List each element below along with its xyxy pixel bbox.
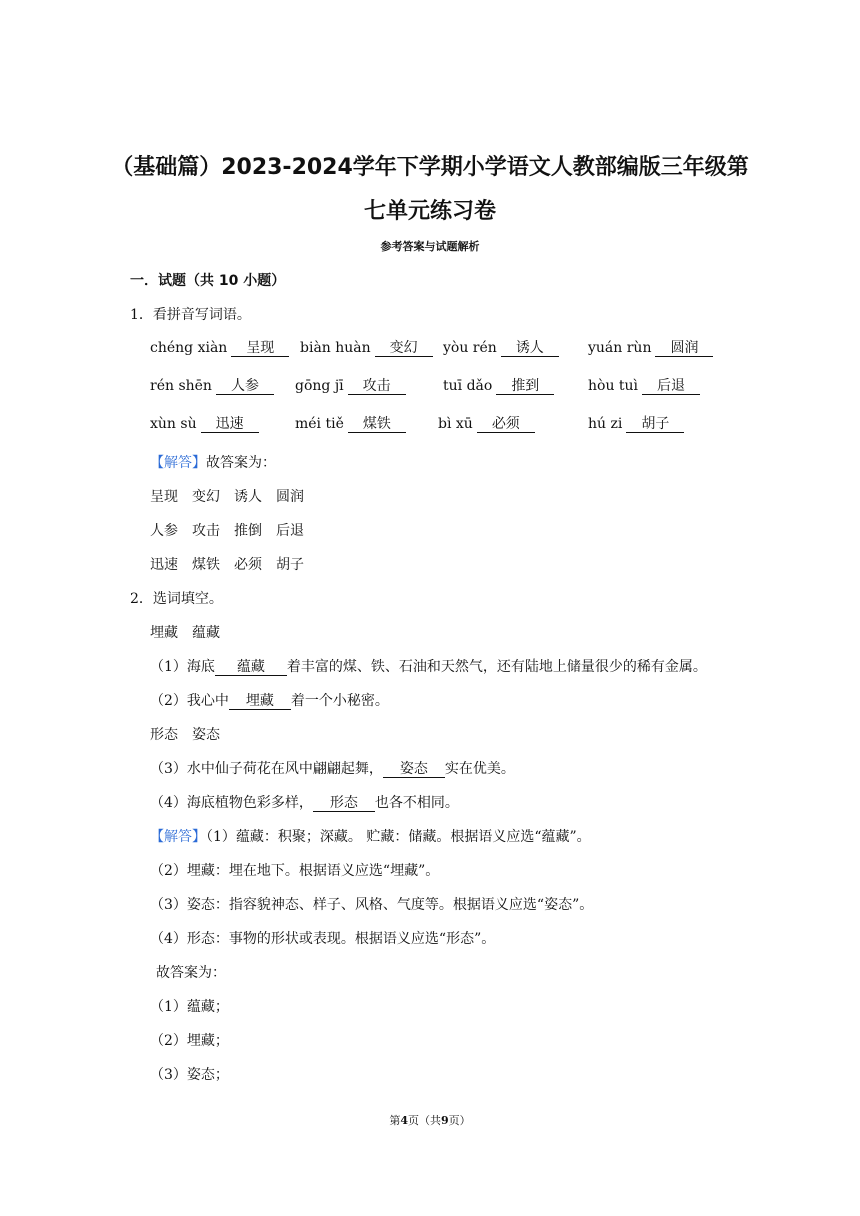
pinyin-item: hòu tuì 后退 bbox=[588, 378, 700, 395]
page-footer bbox=[0, 1112, 860, 1128]
question-1-stem: 1．看拼音写词语。 bbox=[130, 307, 251, 323]
answer-blank: 蕴藏 bbox=[215, 659, 287, 676]
pinyin-item: hú zi 胡子 bbox=[588, 416, 684, 433]
answer-blank: 迅速 bbox=[201, 416, 259, 433]
q1-answer-line-1: 呈现 变幻 诱人 圆润 bbox=[150, 489, 304, 505]
answer-blank: 形态 bbox=[313, 795, 375, 812]
q2-final-label: 故答案为： bbox=[156, 965, 226, 981]
answer-blank: 圆润 bbox=[655, 340, 713, 357]
pinyin-row-3 bbox=[150, 416, 684, 433]
q2-solution-2: （2）埋藏：埋在地下。根据语义应选“埋藏”。 bbox=[150, 863, 440, 879]
sentence-text: （4）海底植物色彩多样， bbox=[150, 795, 313, 811]
q1-answer-line-3: 迅速 煤铁 必须 胡子 bbox=[150, 557, 304, 573]
pinyin-item: gōng jī 攻击 bbox=[295, 378, 443, 395]
sentence-text: 也各不相同。 bbox=[374, 795, 459, 811]
pinyin-item: xùn sù 迅速 bbox=[150, 416, 295, 433]
q2-sentence-3 bbox=[150, 758, 515, 778]
pinyin-row-1 bbox=[150, 340, 713, 357]
answer-blank: 胡子 bbox=[626, 416, 684, 433]
page-subtitle: 参考答案与试题解析 bbox=[380, 240, 480, 253]
pinyin-row-2 bbox=[150, 378, 700, 395]
answer-blank: 煤铁 bbox=[348, 416, 406, 433]
answer-blank: 呈现 bbox=[231, 340, 289, 357]
q2-sentence-4 bbox=[150, 792, 459, 812]
sentence-text: （1）海底 bbox=[150, 659, 215, 675]
q2-final-2: （2）埋藏； bbox=[150, 1033, 229, 1049]
q2-solution-4: （4）形态：事物的形状或表现。根据语义应选“形态”。 bbox=[150, 931, 496, 947]
sentence-text: 着一个小秘密。 bbox=[290, 693, 389, 709]
q2-sentence-1 bbox=[150, 656, 707, 676]
page-title-line2: 七单元练习卷 bbox=[363, 199, 496, 224]
pinyin-item: biàn huàn 变幻 bbox=[300, 340, 443, 357]
solution-tag: 【解答】 bbox=[150, 455, 206, 471]
section-heading: 一．试题（共 10 小题） bbox=[130, 273, 286, 289]
q2-sentence-2 bbox=[150, 690, 389, 710]
word-group-1: 埋藏 蕴藏 bbox=[150, 625, 220, 641]
pinyin-item: bì xū 必须 bbox=[438, 416, 588, 433]
sentence-text: 着丰富的煤、铁、石油和天然气，还有陆地上储量很少的稀有金属。 bbox=[286, 659, 707, 675]
answer-blank: 姿态 bbox=[383, 761, 445, 778]
page-title-line1: （基础篇）2023-2024学年下学期小学语文人教部编版三年级第 bbox=[111, 155, 749, 180]
footer-text: 第 bbox=[389, 1114, 401, 1127]
answer-blank: 后退 bbox=[642, 378, 700, 395]
q1-solution bbox=[150, 452, 276, 472]
question-2-stem: 2．选词填空。 bbox=[130, 591, 223, 607]
page-number: 4 bbox=[400, 1114, 408, 1127]
solution-text: 故答案为： bbox=[206, 455, 276, 471]
footer-text: 页（共 bbox=[408, 1114, 441, 1127]
page-total: 9 bbox=[441, 1114, 449, 1127]
solution-tag: 【解答】 bbox=[150, 829, 206, 845]
sentence-text: （2）我心中 bbox=[150, 693, 229, 709]
pinyin-item: yòu rén 诱人 bbox=[443, 340, 588, 357]
sentence-text: 实在优美。 bbox=[444, 761, 515, 777]
answer-blank: 人参 bbox=[216, 378, 274, 395]
q2-final-1: （1）蕴藏； bbox=[150, 999, 229, 1015]
q2-final-3: （3）姿态； bbox=[150, 1067, 229, 1083]
pinyin-item: méi tiě 煤铁 bbox=[295, 416, 438, 433]
pinyin-item: tuī dǎo 推到 bbox=[443, 378, 588, 395]
pinyin-item: chéng xiàn 呈现 bbox=[150, 340, 300, 357]
sentence-text: （3）水中仙子荷花在风中翩翩起舞， bbox=[150, 761, 383, 777]
answer-blank: 诱人 bbox=[501, 340, 559, 357]
footer-text: 页） bbox=[448, 1114, 471, 1127]
solution-text: （1）蕴藏：积聚；深藏。 贮藏：储藏。根据语义应选“蕴藏”。 bbox=[206, 829, 591, 845]
pinyin-item: yuán rùn 圆润 bbox=[588, 340, 713, 357]
pinyin-item: rén shēn 人参 bbox=[150, 378, 295, 395]
q1-answer-line-2: 人参 攻击 推倒 后退 bbox=[150, 523, 304, 539]
word-group-2: 形态 姿态 bbox=[150, 727, 220, 743]
q2-solution-1 bbox=[150, 826, 591, 846]
q2-solution-3: （3）姿态：指容貌神态、样子、风格、气度等。根据语义应选“姿态”。 bbox=[150, 897, 594, 913]
answer-blank: 推到 bbox=[496, 378, 554, 395]
answer-blank: 必须 bbox=[477, 416, 535, 433]
answer-blank: 埋藏 bbox=[229, 693, 291, 710]
answer-blank: 变幻 bbox=[375, 340, 433, 357]
answer-blank: 攻击 bbox=[348, 378, 406, 395]
